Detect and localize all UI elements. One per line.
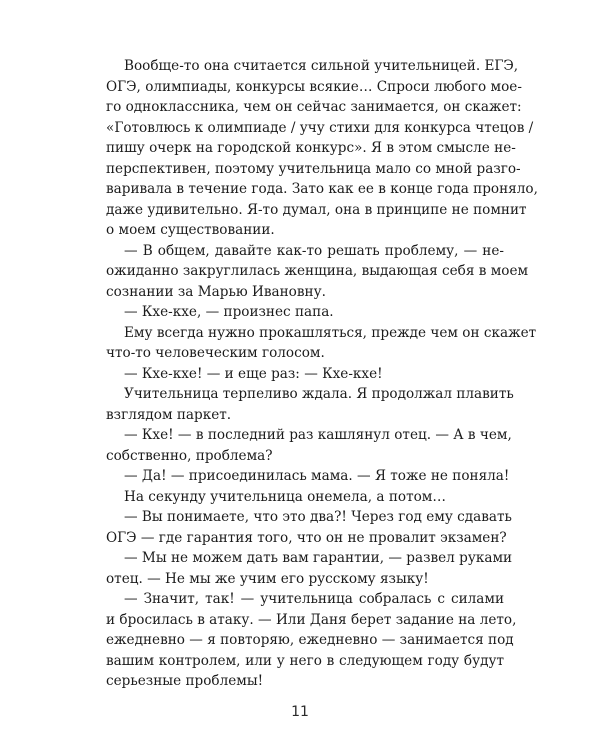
text-line: ежедневно — я повторяю, ежедневно — занимается под <box>106 632 514 648</box>
text-line: го одноклассника, чем он сейчас занимается, он скажет: <box>106 99 522 115</box>
text-line: «Готовлюсь к олимпиаде / учу стихи для конкурса чтецов / <box>106 119 534 136</box>
text-line: — Мы не можем дать вам гарантии, — развел руками <box>124 550 513 566</box>
text-line: — Кхе-кхе! — и еще раз: — Кхе-кхе! <box>124 365 383 382</box>
text-line: даже удивительно. Я-то думал, она в принципе не помнит <box>106 201 527 218</box>
text-line: Ему всегда нужно прокашляться, прежде чем он скажет <box>124 324 537 341</box>
text-line: ОГЭ — где гарантия того, что он не провалит экзамен? <box>106 529 507 546</box>
text-line: перспективен, поэтому учительница мало со мной разго- <box>106 160 521 177</box>
text-line: — Кхе-кхе, — произнес папа. <box>124 304 334 320</box>
text-line: — Вы понимаете, что это два?! Через год ему сдавать <box>124 509 512 525</box>
text-line: ОГЭ, олимпиады, конкурсы всякие… Спроси любого мое- <box>106 78 522 95</box>
text-line: На секунду учительница онемела, а потом… <box>124 488 446 505</box>
text-line: отец. — Не мы же учим его русскому языку! <box>106 570 429 587</box>
text-line: вашим контролем, или у него в следующем году будут <box>106 652 504 669</box>
text-line: — Да! — присоединилась мама. — Я тоже не поняла! <box>124 468 510 484</box>
page-number: 11 <box>291 704 309 720</box>
text-line: пишу очерк на городской конкурс». Я в этом смысле не- <box>106 140 516 156</box>
text-line: о моем существовании. <box>106 222 275 238</box>
text-line: взглядом паркет. <box>106 406 232 423</box>
text-line: Вообще-то она считается сильной учительницей. ЕГЭ, <box>124 58 519 74</box>
text-line: что-то человеческим голосом. <box>106 345 325 361</box>
text-line: серьезные проблемы! <box>106 673 264 689</box>
text-line: сознании за Марью Ивановну. <box>106 283 326 300</box>
text-line: — Значит, так! — учительница собралась с силами <box>124 591 504 607</box>
text-line: Учительница терпеливо ждала. Я продолжал плавить <box>124 386 514 402</box>
text-line: варивала в течение года. Зато как ее в конце года проняло, <box>106 181 538 197</box>
text-line: — В общем, давайте как-то решать проблему, — не- <box>124 242 504 259</box>
text-line: собственно, проблема? <box>106 447 273 464</box>
text-line: и бросилась в атаку. — Или Даня берет задание на лето, <box>106 611 517 628</box>
text-line: ожиданно закруглилась женщина, выдающая себя в моем <box>106 263 529 279</box>
text-line: — Кхе! — в последний раз кашлянул отец. — А в чем, <box>124 427 512 443</box>
body-text <box>106 56 538 692</box>
